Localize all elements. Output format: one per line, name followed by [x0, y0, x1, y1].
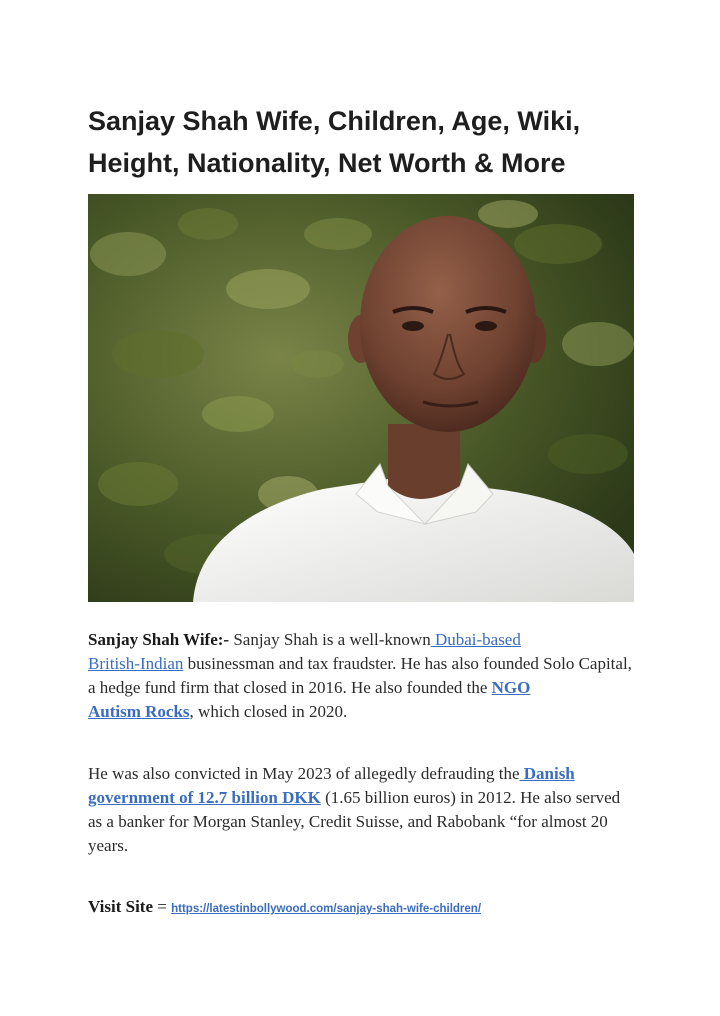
head: [360, 216, 536, 432]
paragraph-intro: [88, 628, 638, 724]
visit-site-equals: =: [153, 897, 172, 916]
lead-label: Sanjay Shah Wife:-: [88, 630, 230, 649]
para1-text-1: Sanjay Shah is a well-known: [229, 630, 431, 649]
visit-site-line: [88, 895, 481, 921]
page-title: [88, 100, 648, 184]
title-line-1: Sanjay Shah Wife, Children, Age, Wiki,: [88, 106, 581, 136]
link-ngo[interactable]: NGO: [491, 678, 531, 697]
portrait-photo: [88, 194, 634, 602]
link-dubai-based[interactable]: Dubai-based: [430, 630, 521, 649]
para1-text-2: businessman and tax fraudster. He has also founded Solo Capital, a hedge fund firm that closed in 2016. He also founded the: [88, 654, 632, 697]
para1-text-3: , which closed in 2020.: [189, 702, 348, 721]
para2-text-1: He was also convicted in May 2023 of allegedly defrauding the: [88, 764, 520, 783]
neck: [388, 424, 460, 499]
title-line-2: Height, Nationality, Net Worth & More: [88, 148, 566, 178]
eye-right: [475, 321, 497, 331]
visit-site-label: Visit Site: [88, 897, 154, 916]
para2-text-2: (1.65 billion euros) in 2012. He also served as a banker for Morgan Stanley, Credit Suisse, and Rabobank “for almost 20 years.: [88, 788, 621, 855]
link-autism-rocks[interactable]: Autism Rocks: [88, 702, 190, 721]
visit-site-url-link[interactable]: https://latestinbollywood.com/sanjay-shah-wife-children/: [171, 903, 482, 915]
link-danish[interactable]: Danish: [519, 764, 575, 783]
link-british-indian[interactable]: British-Indian: [88, 654, 184, 673]
eye-left: [402, 321, 424, 331]
paragraph-conviction: [88, 762, 638, 858]
link-danish-government[interactable]: government of 12.7 billion DKK: [88, 788, 321, 807]
